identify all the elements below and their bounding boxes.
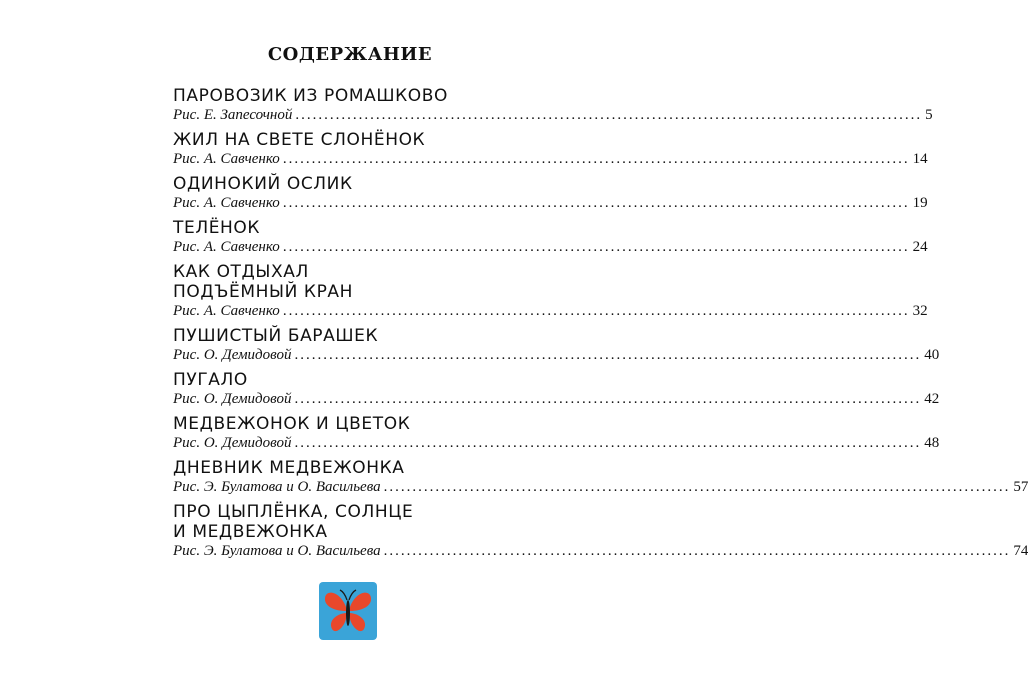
entry-credit-line [173, 302, 928, 321]
entry-credit-line [173, 390, 940, 409]
dot-leader: ............................................................................................................. [282, 195, 910, 211]
entry-title: ЖИЛ НА СВЕТЕ СЛОНЁНОК [173, 130, 426, 150]
entry-title-block [173, 262, 522, 302]
entry-title-block [173, 130, 522, 150]
entry-title: ПУГАЛО [173, 370, 248, 390]
entry-title-block [173, 174, 522, 194]
page-number: 74 [1013, 543, 1028, 559]
page-number: 24 [912, 239, 928, 255]
entry-credit-line [173, 194, 928, 213]
page-title: СОДЕРЖАНИЕ [267, 44, 433, 65]
toc-entry [173, 458, 1028, 497]
dot-leader: ............................................................................................................. [383, 543, 1011, 559]
dot-leader: ............................................................................................................. [294, 347, 922, 363]
entry-title-block [173, 502, 522, 542]
dot-leader: ............................................................................................................. [282, 151, 910, 167]
illustrator-credit: Рис. О. Демидовой [173, 391, 292, 407]
entry-title-block [173, 218, 522, 238]
page-number: 40 [924, 347, 940, 363]
entry-title: ПАРОВОЗИК ИЗ РОМАШКОВО [173, 86, 448, 106]
toc-entry [173, 262, 928, 321]
page-number: 42 [924, 391, 940, 407]
entry-title-block [173, 458, 522, 478]
page-number: 57 [1013, 479, 1028, 495]
page-number: 32 [912, 303, 928, 319]
dot-leader: ............................................................................................................. [282, 239, 910, 255]
toc-entry [173, 370, 940, 409]
entry-title: ТЕЛЁНОК [173, 218, 261, 238]
dot-leader: ............................................................................................................. [295, 107, 923, 123]
toc-entry [173, 326, 940, 365]
entry-credit-line [173, 542, 1028, 561]
page-number: 19 [912, 195, 928, 211]
entry-credit-line [173, 106, 933, 125]
illustrator-credit: Рис. О. Демидовой [173, 435, 292, 451]
illustrator-credit: Рис. О. Демидовой [173, 347, 292, 363]
page-number: 14 [912, 151, 928, 167]
entry-credit-line [173, 238, 928, 257]
illustrator-credit: Рис. Э. Булатова и О. Васильева [173, 479, 381, 495]
entry-title: ПРО ЦЫПЛЁНКА, СОЛНЦЕ [173, 502, 414, 522]
toc-entry [173, 174, 928, 213]
entry-title-block [173, 414, 522, 434]
toc-entry [173, 218, 928, 257]
toc-entry [173, 414, 940, 453]
illustrator-credit: Рис. Е. Запесочной [173, 107, 293, 123]
table-of-contents [173, 86, 1028, 566]
dot-leader: ............................................................................................................. [282, 303, 910, 319]
toc-entry [173, 86, 933, 125]
illustrator-credit: Рис. А. Савченко [173, 239, 280, 255]
entry-title: МЕДВЕЖОНОК И ЦВЕТОК [173, 414, 411, 434]
dot-leader: ............................................................................................................. [294, 435, 922, 451]
toc-entry [173, 130, 928, 169]
illustrator-credit: Рис. А. Савченко [173, 195, 280, 211]
entry-title-block [173, 86, 522, 106]
butterfly-body [346, 600, 350, 626]
illustrator-credit: Рис. Э. Булатова и О. Васильева [173, 543, 381, 559]
entry-title-block [173, 326, 522, 346]
entry-credit-line [173, 346, 940, 365]
entry-title: И МЕДВЕЖОНКА [173, 522, 328, 542]
dot-leader: ............................................................................................................. [383, 479, 1011, 495]
entry-title-block [173, 370, 522, 390]
entry-credit-line [173, 150, 928, 169]
entry-title: ПУШИСТЫЙ БАРАШЕК [173, 326, 379, 346]
entry-title: ДНЕВНИК МЕДВЕЖОНКА [173, 458, 405, 478]
page-number: 5 [925, 107, 933, 123]
entry-title: ПОДЪЁМНЫЙ КРАН [173, 282, 354, 302]
toc-entry [173, 502, 1028, 561]
butterfly-logo [318, 581, 378, 641]
page-number: 48 [924, 435, 940, 451]
entry-title: ОДИНОКИЙ ОСЛИК [173, 174, 353, 194]
dot-leader: ............................................................................................................. [294, 391, 922, 407]
illustrator-credit: Рис. А. Савченко [173, 303, 280, 319]
entry-credit-line [173, 434, 940, 453]
entry-credit-line [173, 478, 1028, 497]
illustrator-credit: Рис. А. Савченко [173, 151, 280, 167]
entry-title: КАК ОТДЫХАЛ [173, 262, 309, 282]
butterfly-icon [318, 581, 378, 641]
